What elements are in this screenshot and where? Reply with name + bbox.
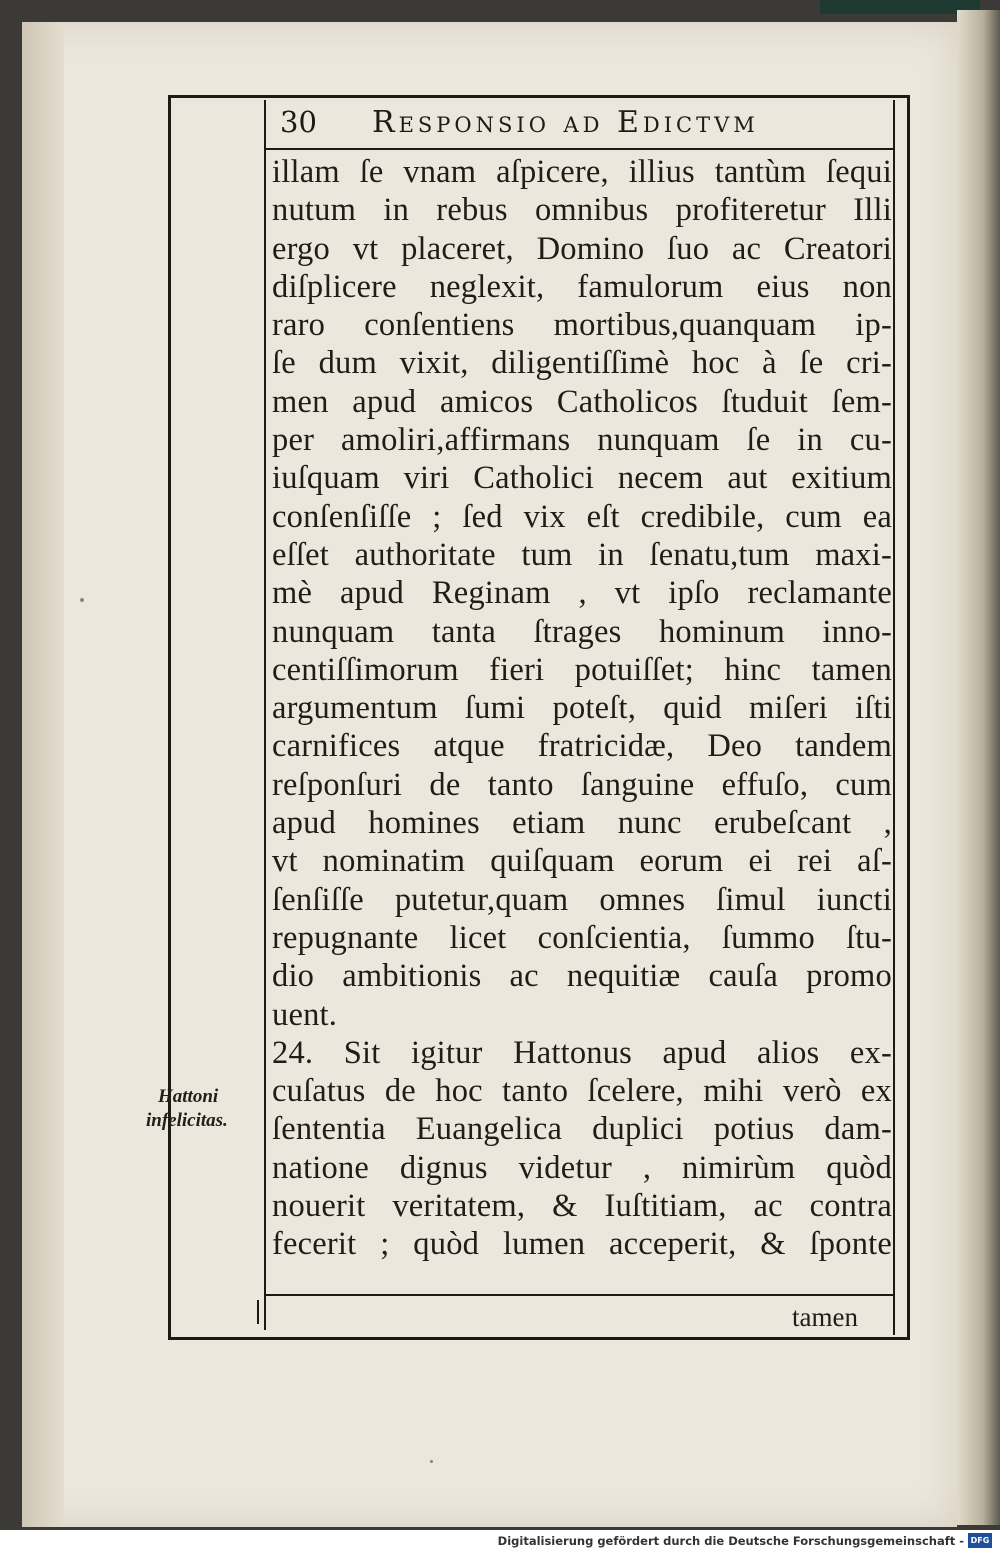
text-line: diſplicere neglexit, famulorum eius non	[272, 268, 892, 305]
text-line: ſenſiſſe putetur,quam omnes ſimul iuncti	[272, 881, 892, 918]
text-line: repugnante licet conſcientia, ſummo ſtu-	[272, 919, 892, 956]
text-line: conſenſiſſe ; ſed vix eſt credibile, cum ea	[272, 498, 892, 535]
text-line: dio ambitionis ac nequitiæ cauſa promo	[272, 958, 892, 995]
text-line: iuſquam viri Catholici necem aut exitium	[272, 460, 892, 497]
text-line: per amoliri,affirmans nunquam ſe in cu-	[272, 422, 892, 459]
text-line: nouerit veritatem, & Iuſtitiam, ac contra	[272, 1188, 892, 1225]
catchword: tamen	[792, 1302, 858, 1332]
text-line: argumentum ſumi poteſt, quid miſeri iſti	[272, 690, 892, 727]
text-line: mè apud Reginam , vt ipſo reclamante	[272, 575, 892, 612]
text-line: nunquam tanta ſtrages hominum inno-	[272, 613, 892, 650]
bottom-rule	[266, 1294, 894, 1296]
footer-credit: Digitalisierung gefördert durch die Deutsche Forschungsgemeinschaft -	[497, 1534, 964, 1548]
margin-note-line: Hattoni	[158, 1086, 219, 1107]
text-line: apud homines etiam nunc erubeſcant ,	[272, 805, 892, 842]
text-line: centiſſimorum fieri potuiſſet; hinc tamen	[272, 651, 892, 688]
text-line: ergo vt placeret, Domino ſuo ac Creatori	[272, 230, 892, 267]
page-gutter-shadow	[22, 22, 64, 1527]
paper-speck	[80, 598, 84, 602]
page-header	[280, 103, 880, 143]
text-line: reſponſuri de tanto ſanguine effuſo, cum	[272, 766, 892, 803]
running-head: Responsio ad Edictvm	[372, 105, 759, 140]
margin-note	[146, 1085, 264, 1133]
text-line: vt nominatim quiſquam eorum ei rei aſ-	[272, 843, 892, 880]
text-column-left-rule	[264, 100, 266, 1330]
text-line: eſſet authoritate tum in ſenatu,tum maxi-	[272, 536, 892, 573]
dfg-logo: DFG	[968, 1533, 992, 1548]
paper-speck	[430, 1460, 433, 1463]
text-column-right-rule	[893, 100, 895, 1335]
text-line: nutum in rebus omnibus profiteretur Illi	[272, 192, 892, 229]
text-line: carnifices atque fratricidæ, Deo tandem	[272, 728, 892, 765]
text-line: ſe dum vixit, diligentiſſimè hoc à ſe cri-	[272, 345, 892, 382]
digitization-footer	[0, 1530, 1000, 1553]
body-text	[272, 153, 892, 1264]
text-line: 24. Sit igitur Hattonus apud alios ex-	[272, 1034, 892, 1071]
text-line: fecerit ; quòd lumen acceperit, & ſponte	[272, 1226, 892, 1263]
header-rule	[266, 148, 894, 150]
text-line: cuſatus de hoc tanto ſcelere, mihi verò ex	[272, 1073, 892, 1110]
page-number: 30	[280, 105, 317, 139]
frame-stub	[257, 1300, 259, 1324]
binding-clip	[820, 0, 980, 14]
text-line: uent.	[272, 996, 338, 1033]
book-edge	[957, 10, 1000, 1525]
text-line: men apud amicos Catholicos ſtuduit ſem-	[272, 383, 892, 420]
text-line: raro conſentiens mortibus,quanquam ip-	[272, 307, 892, 344]
text-line: ſententia Euangelica duplici potius dam-	[272, 1111, 892, 1148]
text-line: natione dignus videtur , nimirùm quòd	[272, 1149, 892, 1186]
margin-note-line: infelicitas.	[146, 1110, 228, 1131]
text-line: illam ſe vnam aſpicere, illius tantùm ſequi	[272, 154, 892, 190]
